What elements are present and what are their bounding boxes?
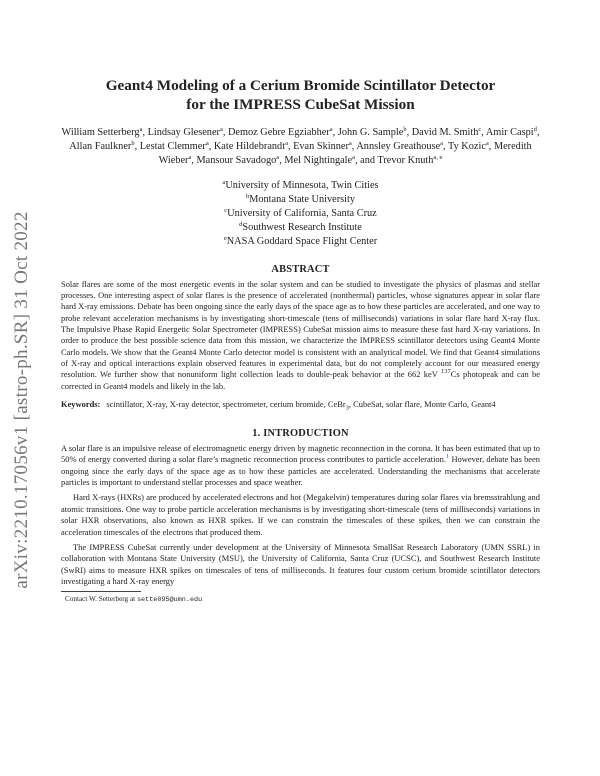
author-name: Ty Kozic	[448, 141, 486, 153]
contact-email[interactable]: sette095@umn.edu	[136, 596, 203, 605]
author-name: Mansour Savadogo	[196, 155, 277, 167]
arxiv-sidebar	[2, 190, 42, 610]
affiliation-item: $^a$University of Minnesota, Twin Cities	[222, 178, 379, 191]
author-list: William Setterberg$^a$, Lindsay Glesener$^a$, Demoz Gebre Egziabher$^a$, John G. Sample$^b$, David M. Smith$^c$, Amir Caspi$^d$, Allan Faulkner$^b$, Lestat Clemmer$^a$, Kate Hildebrandt$^a$, Evan Skinner$^a$, Annsley Greathouse$^a$, Ty Kozic$^a$, Meredith Wieber$^a$, Mansour Savadogo$^a$, Mel Nightingale$^a$, and Trevor Knuth$^{a, e}$	[61, 126, 540, 167]
author-affiliation-mark: a, e	[433, 154, 443, 162]
author-name: Kate Hildebrandt	[213, 141, 286, 153]
author-name: Amir Caspi	[485, 127, 534, 138]
author-affiliation-mark: a	[205, 140, 209, 148]
author-affiliation-mark: a	[348, 140, 352, 148]
author-affiliation-mark: a	[139, 126, 143, 133]
author-affiliation-mark: a	[219, 126, 223, 133]
affiliation-list	[61, 179, 540, 250]
author-name: Lindsay Glesener	[147, 127, 220, 138]
keywords: Keywords: scintillator, X-ray, X-ray detector, spectrometer, cerium bromide, CeBr$_3$, CubeSat, solar flare, Monte Carlo, Geant4	[61, 399, 496, 412]
author-name: David M. Smith	[411, 127, 479, 138]
keywords-label: Keywords:	[61, 399, 101, 410]
author-name: Demoz Gebre Egziabher	[228, 127, 330, 138]
author-name: Lestat Clemmer	[139, 141, 206, 153]
author-affiliation-mark: b	[131, 140, 135, 148]
author-affiliation-mark: a	[440, 140, 444, 148]
author-name: Trevor Knuth	[377, 155, 434, 167]
footnote-rule	[61, 591, 141, 592]
introduction-body	[61, 443, 540, 587]
footnote: Contact W. Setterberg at sette095@umn.edu	[65, 595, 203, 605]
paper-title	[61, 76, 540, 114]
author-affiliation-mark: a	[329, 126, 333, 133]
author-affiliation-mark: a	[352, 154, 356, 162]
paper-page	[61, 0, 540, 605]
author-affiliation-mark: c	[478, 126, 482, 133]
author-name: Meredith Wieber	[158, 141, 532, 167]
author-affiliation-mark: d	[533, 126, 537, 133]
intro-paragraph-1: A solar flare is an impulsive release of electromagnetic energy driven by magnetic reconnection in the corona. It has been estimated that up to 50% of energy converted during a solar flare’s magnetic reconnection process contributes to particle acceleration.$^1$ However, debate has been ongoing since the early days of the space age as to how these particles are accelerated. Understanding the mechanisms that accelerate particles is important to understand stellar processes and space weather.	[61, 443, 541, 488]
affiliation-item: $^e$NASA Goddard Space Flight Center	[223, 235, 378, 248]
intro-paragraph-3: The IMPRESS CubeSat currently under development at the University of Minnesota SmallSat Research Laboratory (UMN SSRL) in collaboration with Montana State University (MSU), the University of California, Santa Cruz (UCSC), and Southwest Research Institute (SwRI) aims to measure HXR spikes on timescales of tens of milliseconds. It features four custom cerium bromide scintillator detectors investigating a hard X-ray energy	[61, 541, 540, 586]
author-affiliation-mark: a	[276, 154, 280, 162]
affiliation-item: $^c$University of California, Santa Cruz	[224, 207, 377, 220]
reference-link[interactable]: 1	[445, 453, 450, 461]
author-affiliation-mark: b	[403, 126, 407, 133]
title-line-1: Geant4 Modeling of a Cerium Bromide Scintillator Detector	[105, 77, 496, 94]
author-name: Evan Skinner	[293, 141, 349, 153]
affiliation-item: $^d$Southwest Research Institute	[239, 221, 362, 234]
author-name: William Setterberg	[61, 127, 140, 138]
author-affiliation-mark: a	[188, 154, 192, 162]
intro-paragraph-2: Hard X-rays (HXRs) are produced by accelerated electrons and hot (Megakelvin) temperatures during solar flares via bremsstrahlung and atomic transitions. One way to probe particle acceleration mechanisms is by investigating short-timescale (tens of milliseconds) variations in solar HXR observations, also known as HXR spikes. If we can constrain the timescales of these spikes, then we can constrain the acceleration timescales of the electrons that produced them.	[61, 492, 540, 537]
author-affiliation-mark: a	[485, 140, 489, 148]
introduction-heading: 1. INTRODUCTION	[252, 428, 349, 440]
author-name: Allan Faulkner	[69, 141, 132, 153]
title-line-2: for the IMPRESS CubeSat Mission	[186, 96, 415, 113]
affiliation-item: $^b$Montana State University	[245, 192, 356, 205]
arxiv-identifier: arXiv:2210.17056v1 [astro-ph.SR] 31 Oct 2022	[11, 211, 32, 589]
author-name: Annsley Greathouse	[356, 141, 441, 153]
author-name: Mel Nightingale	[284, 155, 353, 167]
author-affiliation-mark: a	[285, 140, 288, 148]
author-name: John G. Sample	[337, 127, 404, 138]
abstract-heading: ABSTRACT	[271, 263, 330, 275]
abstract-text: Solar flares are some of the most energetic events in the solar system and can be studied to investigate the physics of plasmas and stellar processes. One interesting aspect of solar flares is the presence of accelerated (nonthermal) particles, whose signatures appear in solar flare hard X-ray emissions. Debate has been ongoing since the early days of the space age as to how these particles are accelerated, and one way to probe relevant acceleration mechanisms is by investigating short-timescale (tens of milliseconds) variations in solar flare hard X-ray flux. The Impulsive Phase Rapid Energetic Solar Spectrometer (IMPRESS) CubeSat mission aims to measure these fast hard X-ray variations. In order to produce the best possible science data from this mission, we characterize the IMPRESS scintillator detectors using Geant4 Monte Carlo models. We show that the Geant4 Monte Carlo detector model is consistent with an analytical model. We find that Geant4 simulations of X-ray and optical interactions explain observed features in experimental data, but do not completely account for our measured energy resolution. We further show that nonuniform light collection leads to double-peak behavior at the 662 keV $^{137}$Cs photopeak and can be corrected in Geant4 models and likely in the lab.	[61, 278, 540, 391]
